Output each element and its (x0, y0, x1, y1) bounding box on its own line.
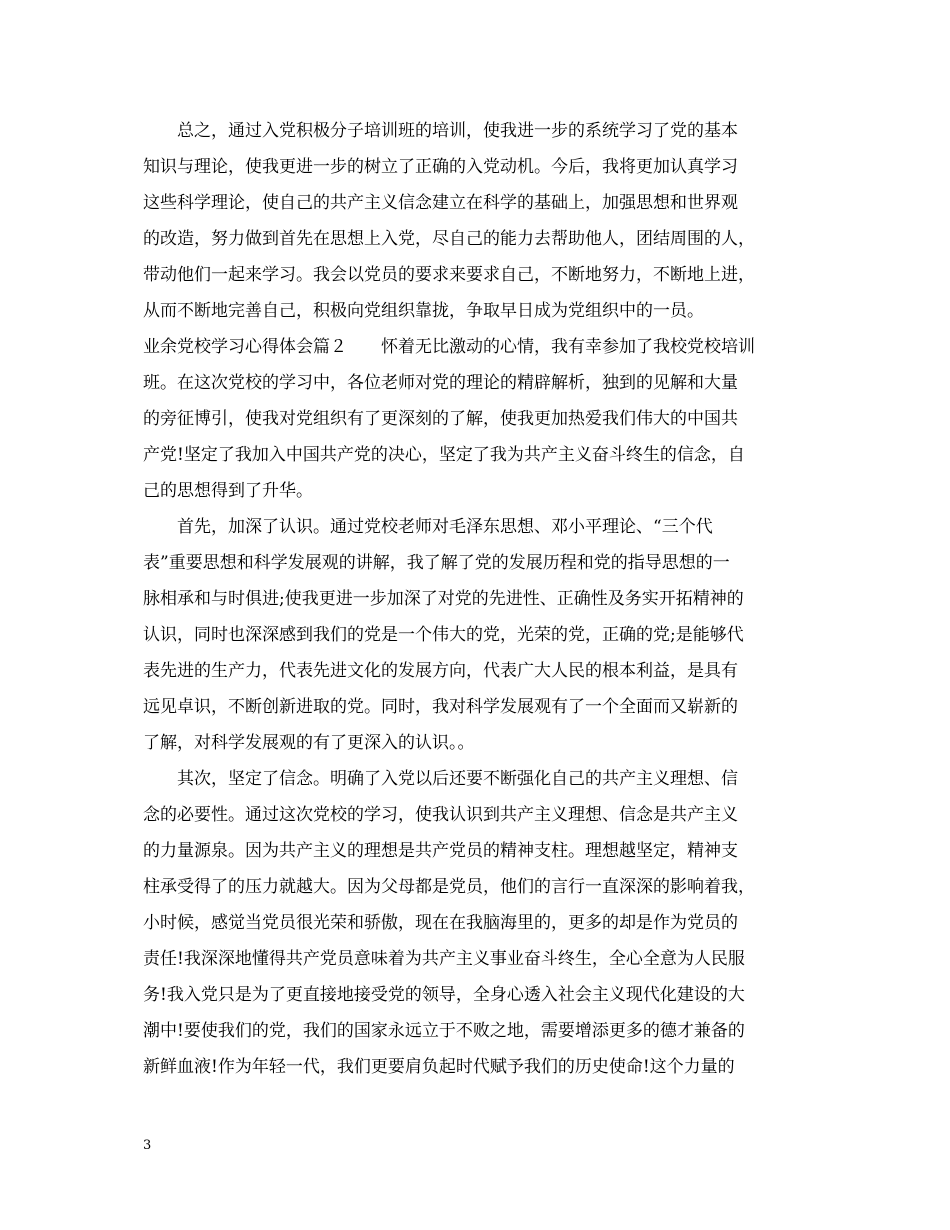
text-line: 了解，对科学发展观的有了更深入的认识。。 (143, 733, 475, 753)
text-line: 表”重要思想和科学发展观的讲解，我了解了党的发展历程和党的指导思想的一 (143, 553, 730, 573)
text-line: 知识与理论，使我更进一步的树立了正确的入党动机。今后，我将更加认真学习 (143, 157, 738, 177)
text-line: 总之，通过入党积极分子培训班的培训，使我进一步的系统学习了党的基本 (143, 121, 738, 141)
text-line: 班。在这次党校的学习中，各位老师对党的理论的精辟解析，独到的见解和大量 (143, 373, 738, 393)
text-line: 的力量源泉。因为共产主义的理想是共产党员的精神支柱。理想越坚定，精神支 (143, 841, 738, 861)
text-line: 产党!坚定了我加入中国共产党的决心，坚定了我为共产主义奋斗终生的信念，自 (143, 445, 745, 465)
text-line: 潮中!要使我们的党，我们的国家永远立于不败之地，需要增添更多的德才兼备的 (143, 1021, 745, 1041)
text-line: 新鲜血液!作为年轻一代，我们更要肩负起时代赋予我们的历史使命!这个力量的 (143, 1057, 735, 1077)
text-line: 远见卓识，不断创新进取的党。同时，我对科学发展观有了一个全面而又崭新的 (143, 697, 738, 717)
text-line: 的改造，努力做到首先在思想上入党，尽自己的能力去帮助他人，团结周围的人， (143, 229, 755, 249)
text-line: 小时候，感觉当党员很光荣和骄傲，现在在我脑海里的，更多的却是作为党员的 (143, 913, 738, 933)
text-line: 的旁征博引，使我对党组织有了更深刻的了解，使我更加热爱我们伟大的中国共 (143, 409, 738, 429)
section-heading-line: 业余党校学习心得体会篇２ 怀着无比激动的心情，我有幸参加了我校党校培训 (143, 337, 755, 357)
text-line: 念的必要性。通过这次党校的学习，使我认识到共产主义理想、信念是共产主义 (143, 805, 738, 825)
text-line: 从而不断地完善自己，积极向党组织靠拢，争取早日成为党组织中的一员。 (143, 301, 704, 321)
text-line: 认识，同时也深深感到我们的党是一个伟大的党，光荣的党，正确的党;是能够代 (143, 625, 744, 645)
text-line: 己的思想得到了升华。 (143, 481, 313, 501)
text-line: 首先，加深了认识。通过党校老师对毛泽东思想、邓小平理论、“三个代 (143, 517, 713, 537)
text-line: 表先进的生产力，代表先进文化的发展方向，代表广大人民的根本利益，是具有 (143, 661, 738, 681)
text-line: 柱承受得了的压力就越大。因为父母都是党员，他们的言行一直深深的影响着我， (143, 877, 755, 897)
text-line: 脉相承和与时俱进;使我更进一步加深了对党的先进性、正确性及务实开拓精神的 (143, 589, 744, 609)
page-number: 3 (143, 1138, 152, 1153)
text-line: 这些科学理论，使自己的共产主义信念建立在科学的基础上，加强思想和世界观 (143, 193, 738, 213)
text-line: 其次，坚定了信念。明确了入党以后还要不断强化自己的共产主义理想、信 (143, 769, 738, 789)
text-line: 务!我入党只是为了更直接地接受党的领导，全身心透入社会主义现代化建设的大 (143, 985, 745, 1005)
text-line: 责任!我深深地懂得共产党员意味着为共产主义事业奋斗终生，全心全意为人民服 (143, 949, 745, 969)
text-line: 带动他们一起来学习。我会以党员的要求来要求自己，不断地努力，不断地上进， (143, 265, 755, 285)
